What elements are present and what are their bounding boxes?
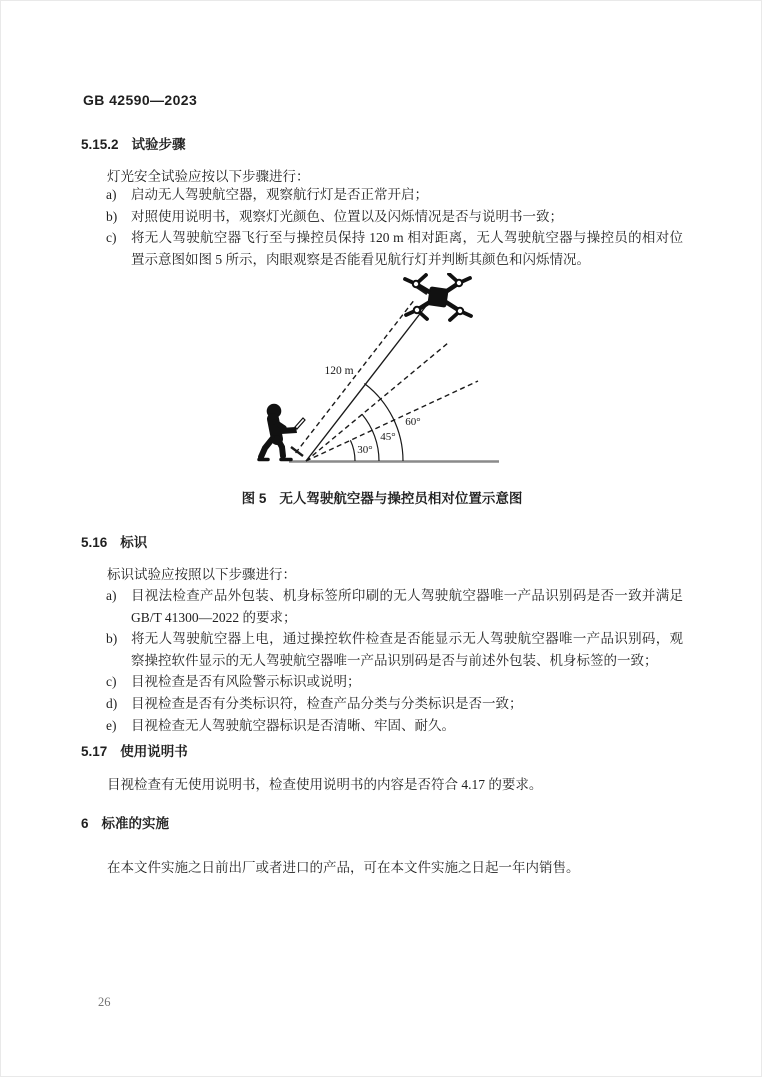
drone-icon [405, 274, 471, 320]
figure-5-caption [81, 490, 683, 507]
sight-line-120m [306, 306, 426, 461]
body-paragraph-5-17: 目视检查有无使用说明书，检查使用说明书的内容是否符合 4.17 的要求。 [107, 777, 543, 792]
list-item-text: 目视检查是否有分类标识符，检查产品分类与分类标识是否一致； [131, 695, 523, 711]
section-number: 6 [81, 816, 89, 831]
intro-paragraph-5-15-2: 灯光安全试验应按以下步骤进行： [107, 169, 310, 184]
distance-label: 120 m [324, 365, 354, 377]
list-item-text: 对照使用说明书，观察灯光颜色、位置以及闪烁情况是否与说明书一致； [131, 208, 563, 224]
ray-30-deg [306, 381, 478, 461]
list-item-text: 将无人驾驶航空器上电，通过操控软件检查是否能显示无人驾驶航空器唯一产品识别码，观察操控软件显示的无人驾驶航空器唯一产品识别码是否与前述外包装、机身标签的一致； [131, 631, 683, 668]
document-header: GB 42590—2023 [83, 92, 198, 108]
procedure-list-5-15-2 [106, 184, 683, 270]
procedure-list-5-16 [106, 585, 683, 736]
section-heading-6 [81, 815, 169, 832]
figure-caption-label: 图 5 [241, 491, 267, 506]
angle-label-30: 30° [357, 444, 373, 456]
list-item [106, 227, 683, 270]
arc-30-deg [350, 440, 355, 461]
list-item-label: d) [106, 695, 118, 711]
list-item-text: 目视检查无人驾驶航空器标识是否清晰、牢固、耐久。 [131, 717, 455, 733]
list-item [106, 585, 683, 628]
list-item-label: b) [106, 631, 118, 647]
section-title: 标准的实施 [101, 816, 170, 831]
list-item-label: a) [106, 187, 117, 202]
list-item [106, 184, 683, 206]
dimension-tick-bottom [291, 447, 303, 456]
list-item-label: a) [106, 588, 117, 603]
page-number: 26 [98, 995, 111, 1009]
body-paragraph-6: 在本文件实施之日前出厂或者进口的产品，可在本文件实施之日起一年内销售。 [107, 860, 580, 875]
section-heading-5-17 [81, 743, 188, 760]
figure-5-diagram [231, 273, 531, 483]
list-item-text: 将无人驾驶航空器飞行至与操控员保持 120 m 相对距离，无人驾驶航空器与操控员的相对位置示意图如图 5 所示，肉眼观察是否能看见航行灯并判断其颜色和闪烁情况。 [131, 230, 683, 267]
section-title: 试验步骤 [131, 137, 186, 152]
section-number: 5.15.2 [81, 137, 119, 152]
list-item-label: c) [106, 230, 117, 246]
intro-paragraph-5-16: 标识试验应按照以下步骤进行： [107, 567, 296, 582]
list-item-label: b) [106, 208, 118, 224]
list-item-text: 目视法检查产品外包装、机身标签所印刷的无人驾驶航空器唯一产品识别码是否一致并满足 GB/T 41300—2022 的要求； [131, 588, 683, 625]
section-title: 使用说明书 [120, 744, 188, 759]
list-item [106, 693, 683, 715]
figure-caption-text: 无人驾驶航空器与操控员相对位置示意图 [279, 491, 523, 506]
list-item [106, 671, 683, 693]
section-heading-5-16 [81, 534, 147, 551]
angle-label-45: 45° [380, 431, 396, 443]
angle-label-60: 60° [405, 416, 421, 428]
list-item [106, 628, 683, 671]
dimension-line [296, 299, 415, 453]
list-item-label: c) [106, 674, 117, 690]
section-heading-5-15-2 [81, 136, 186, 153]
section-number: 5.17 [81, 744, 108, 759]
list-item-text: 启动无人驾驶航空器，观察航行灯是否正常开启； [131, 187, 428, 202]
figure-5-svg [231, 273, 531, 483]
list-item-label: e) [106, 717, 117, 733]
list-item-text: 目视检查是否有风险警示标识或说明； [131, 674, 361, 690]
list-item [106, 206, 683, 228]
list-item [106, 715, 683, 737]
section-number: 5.16 [81, 535, 108, 550]
section-title: 标识 [120, 535, 148, 550]
